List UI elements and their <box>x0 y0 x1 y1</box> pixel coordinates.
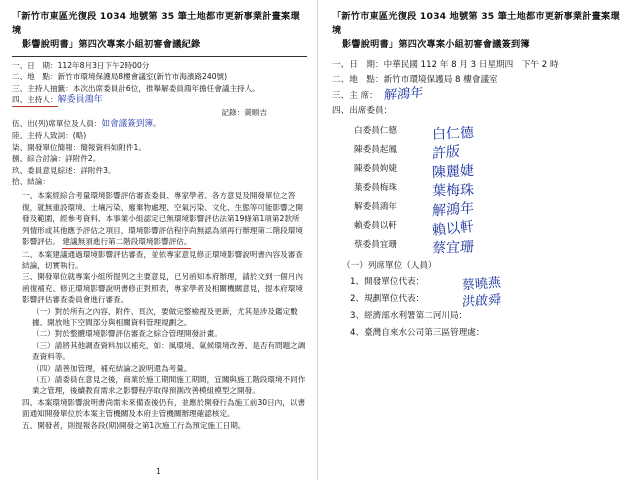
right-document-sheet <box>318 0 640 480</box>
conclusion-subitem <box>12 363 307 374</box>
member-row <box>332 236 626 255</box>
unit-number: 2、 <box>350 294 365 304</box>
member-row <box>332 122 626 141</box>
page-number: 1 <box>156 467 161 476</box>
chair-signature: 解鴻年 <box>383 85 424 104</box>
meta-conclusion-label: 拾、結論： <box>12 177 50 187</box>
meta-conclusion-header <box>12 176 307 187</box>
unit-signature: 洪啟舜 <box>461 292 502 311</box>
member-name: 白委員仁德 <box>354 126 397 136</box>
meta-date <box>12 60 307 71</box>
meta-opening-label: 陸、主持人致詞： <box>12 131 73 141</box>
meta-attendees-label: 伍、出(列)席單位及人員： <box>12 119 102 129</box>
meta-opening-value: (略) <box>72 131 87 141</box>
signin-chair-label: 三、主 席： <box>332 91 378 101</box>
conclusion-item <box>12 249 307 272</box>
meta-opinions <box>12 165 307 176</box>
conclusion-text: 對於整體環境影響評估審查之綜合管理開發計畫。 <box>54 329 222 339</box>
meta-recorder <box>12 107 307 118</box>
signin-chair <box>332 85 626 104</box>
member-name: 葉委員梅珠 <box>354 183 397 193</box>
meta-briefing-value: 簡報資料如附件1。 <box>80 142 146 152</box>
conclusion-number: （一） <box>32 306 55 316</box>
conclusion-number: （二） <box>32 329 55 339</box>
left-title-line2: 影響說明書」第四次專案小組初審會議紀錄 <box>22 39 201 50</box>
conclusion-item <box>12 420 307 431</box>
conclusion-item <box>12 397 307 420</box>
conclusion-text: 對於所有之內容、附件、頁次，要做完整檢視及更新，尤其是涉及鑑定數據、開放地下空間部分與相關資料管理規劃之。 <box>32 306 298 327</box>
member-row <box>332 141 626 163</box>
left-page-title <box>12 10 307 52</box>
unit-row <box>332 308 626 325</box>
meta-date-label: 一、日 期： <box>12 61 58 70</box>
member-name: 陳委員姁婕 <box>354 164 397 174</box>
meta-date-value: 112年8月3日下午2時00分 <box>57 61 150 70</box>
member-signature: 蔡宜珊 <box>431 239 475 257</box>
conclusion-number: 二、 <box>22 249 38 259</box>
meta-place <box>12 71 307 82</box>
meta-discussion <box>12 153 307 164</box>
conclusion-subitem <box>12 340 307 363</box>
meta-discussion-value: 詳附件2。 <box>65 154 101 164</box>
conclusion-number: 五、 <box>22 420 38 430</box>
conclusion-text: 請善加管理，補充結論之說明還為考量。 <box>54 363 192 373</box>
unit-row <box>332 291 626 311</box>
signin-date-label: 一、日 期： <box>332 60 384 70</box>
member-signature: 白仁德 <box>431 125 475 143</box>
signin-place-value: 新竹市環境保護局 8 樓會議室 <box>383 75 498 85</box>
meta-chair-draw <box>12 83 307 94</box>
member-row <box>332 179 626 198</box>
meta-chair-label: 四、主持人： <box>12 94 58 106</box>
meta-attendees <box>12 118 307 130</box>
member-signature: 陳麗婕 <box>431 162 475 182</box>
meta-recorder-label: 記錄： <box>206 107 245 117</box>
conclusion-subitem <box>12 306 307 329</box>
unit-name: 開發單位代表： <box>364 277 425 287</box>
member-name: 解委員鴻年 <box>354 202 397 212</box>
meta-place-value: 新竹市環境保護局8樓會議室(新竹市海濱路240號) <box>57 72 228 82</box>
conclusion-text: 開發者，則提報各段(期)開發之第1次施工行為預定施工日期。 <box>37 420 246 430</box>
meta-place-label: 二、地 點： <box>12 72 58 82</box>
meta-attendees-handwriting: 如會議簽到簿。 <box>101 119 162 130</box>
right-title-line2: 影響說明書」第四次專案小組初審會議簽到簿 <box>342 39 530 50</box>
unit-number: 4、 <box>350 328 365 338</box>
conclusion-number: （三） <box>32 340 55 350</box>
right-page-title <box>332 10 626 52</box>
meta-opinions-value: 詳附件3。 <box>80 165 116 175</box>
signin-date <box>332 58 626 73</box>
signin-place <box>332 73 626 88</box>
conclusion-subitem <box>12 374 307 397</box>
meta-opening <box>12 130 307 141</box>
conclusion-text: 本案建議通過環境影響評估審查，並依專家意見修正環境影響說明書內容及審查結論，切實執行。 <box>22 249 303 270</box>
meta-chair <box>12 94 307 106</box>
conclusion-item <box>12 271 307 305</box>
member-name: 陳委員起鳳 <box>354 145 397 155</box>
conclusion-number: 三、 <box>22 272 38 282</box>
member-row <box>332 160 626 182</box>
member-name: 賴委員以軒 <box>354 221 397 231</box>
title-divider <box>12 56 307 57</box>
member-signature: 解鴻年 <box>431 200 475 220</box>
conclusion-text: 請委員在意見之後，商業於施工期間施工期間，宜關與施工階段環境不同作業之管理，後續教育需求之影響程序取得預測改善模組模型之開發。 <box>32 374 306 396</box>
member-signature: 葉梅珠 <box>431 182 475 200</box>
meta-chair-draw-label: 三、主持人抽籤： <box>12 83 73 93</box>
meta-chair-draw-value: 本次出席委員計6位，推舉解委員鴻年擔任會議主持人。 <box>72 83 260 93</box>
member-signature: 賴以軒 <box>431 218 475 240</box>
unit-name: 經濟部水利署第二河川局： <box>364 311 468 321</box>
right-title-line1: 「新竹市東區光復段 1034 地號第 35 筆土地都市更新事業計畫案環境 <box>332 11 620 36</box>
left-document-sheet <box>0 0 318 480</box>
signin-date-value: 中華民國 112 年 8 月 3 日星期四 下午 2 時 <box>383 60 559 70</box>
meta-briefing <box>12 142 307 153</box>
unit-number: 1、 <box>350 277 365 287</box>
conclusion-number: 四、 <box>22 397 38 407</box>
conclusion-number: 一、 <box>22 191 38 201</box>
unit-number: 3、 <box>350 311 365 321</box>
signin-members-label: 四、出席委員： <box>332 106 393 116</box>
conclusion-text: 本案環境影響說明書尚需未來備查後仍有，並應於開發行為施工前30日內，以書面通知開發單位於本案主管機關及本府主管機關辦理確認核定。 <box>22 397 306 419</box>
meta-recorder-value: 黃順吉 <box>244 107 267 117</box>
conclusion-number: （四） <box>32 363 55 373</box>
attending-units-header: （一）列席單位（人員） <box>342 261 437 271</box>
conclusion-highlight: 建議無須進行第二階段環境影響評估。 <box>62 236 191 248</box>
member-row <box>332 217 626 240</box>
member-row <box>332 198 626 220</box>
conclusion-text: 請將其他調查資料加以補充，如：風環境、氣候環境改善、是否有問題之調查資料等。 <box>32 340 306 362</box>
conclusion-text: 本案經綜合考量環境影響評估審查委員、專家學者、各方意見及開發單位之答復，就無重設環境、土壤污染、廢棄物處理、空氣污染、文化、生態等可能影響之開發及範圍，經參考資料、本事業小組認定已無環境影響評估法第19條第1項第2款所列情形或其他應予評估之項目，環境影響評估程序尚無認為須再行辦理第二階段環境影響評估。 <box>22 191 303 247</box>
member-signature: 許版 <box>431 143 461 163</box>
unit-row <box>332 274 626 294</box>
conclusion-subitem <box>12 328 307 339</box>
unit-row <box>332 325 626 342</box>
signin-place-label: 二、地 點： <box>332 75 384 85</box>
unit-signature: 蔡曉燕 <box>461 275 502 294</box>
conclusion-number: （五） <box>32 374 55 384</box>
meta-opinions-label: 玖、委員意見綜述： <box>12 165 81 175</box>
unit-name: 臺灣自來水公司第三區管理處： <box>364 328 485 338</box>
meta-chair-handwriting: 解委員鴻年 <box>57 95 103 106</box>
meta-briefing-label: 柒、開發單位簡報： <box>12 142 81 152</box>
unit-name: 規劃單位代表： <box>364 294 425 304</box>
member-name: 蔡委員宜珊 <box>354 240 397 250</box>
meta-discussion-label: 捌、綜合討論： <box>12 154 66 164</box>
left-title-line1: 「新竹市東區光復段 1034 地號第 35 筆土地都市更新事業計畫案環境 <box>12 11 300 36</box>
conclusion-item <box>12 190 307 248</box>
conclusion-text: 開發單位就專案小組所提列之主要意見，已另函知本府辦理，請於文到一個月內函復補充、修正環境影響說明書修正對照表，專家學者及相關機關意見，提本府環境影響評估審查委員會進行審查。 <box>22 272 303 305</box>
signin-members-header <box>332 104 626 119</box>
